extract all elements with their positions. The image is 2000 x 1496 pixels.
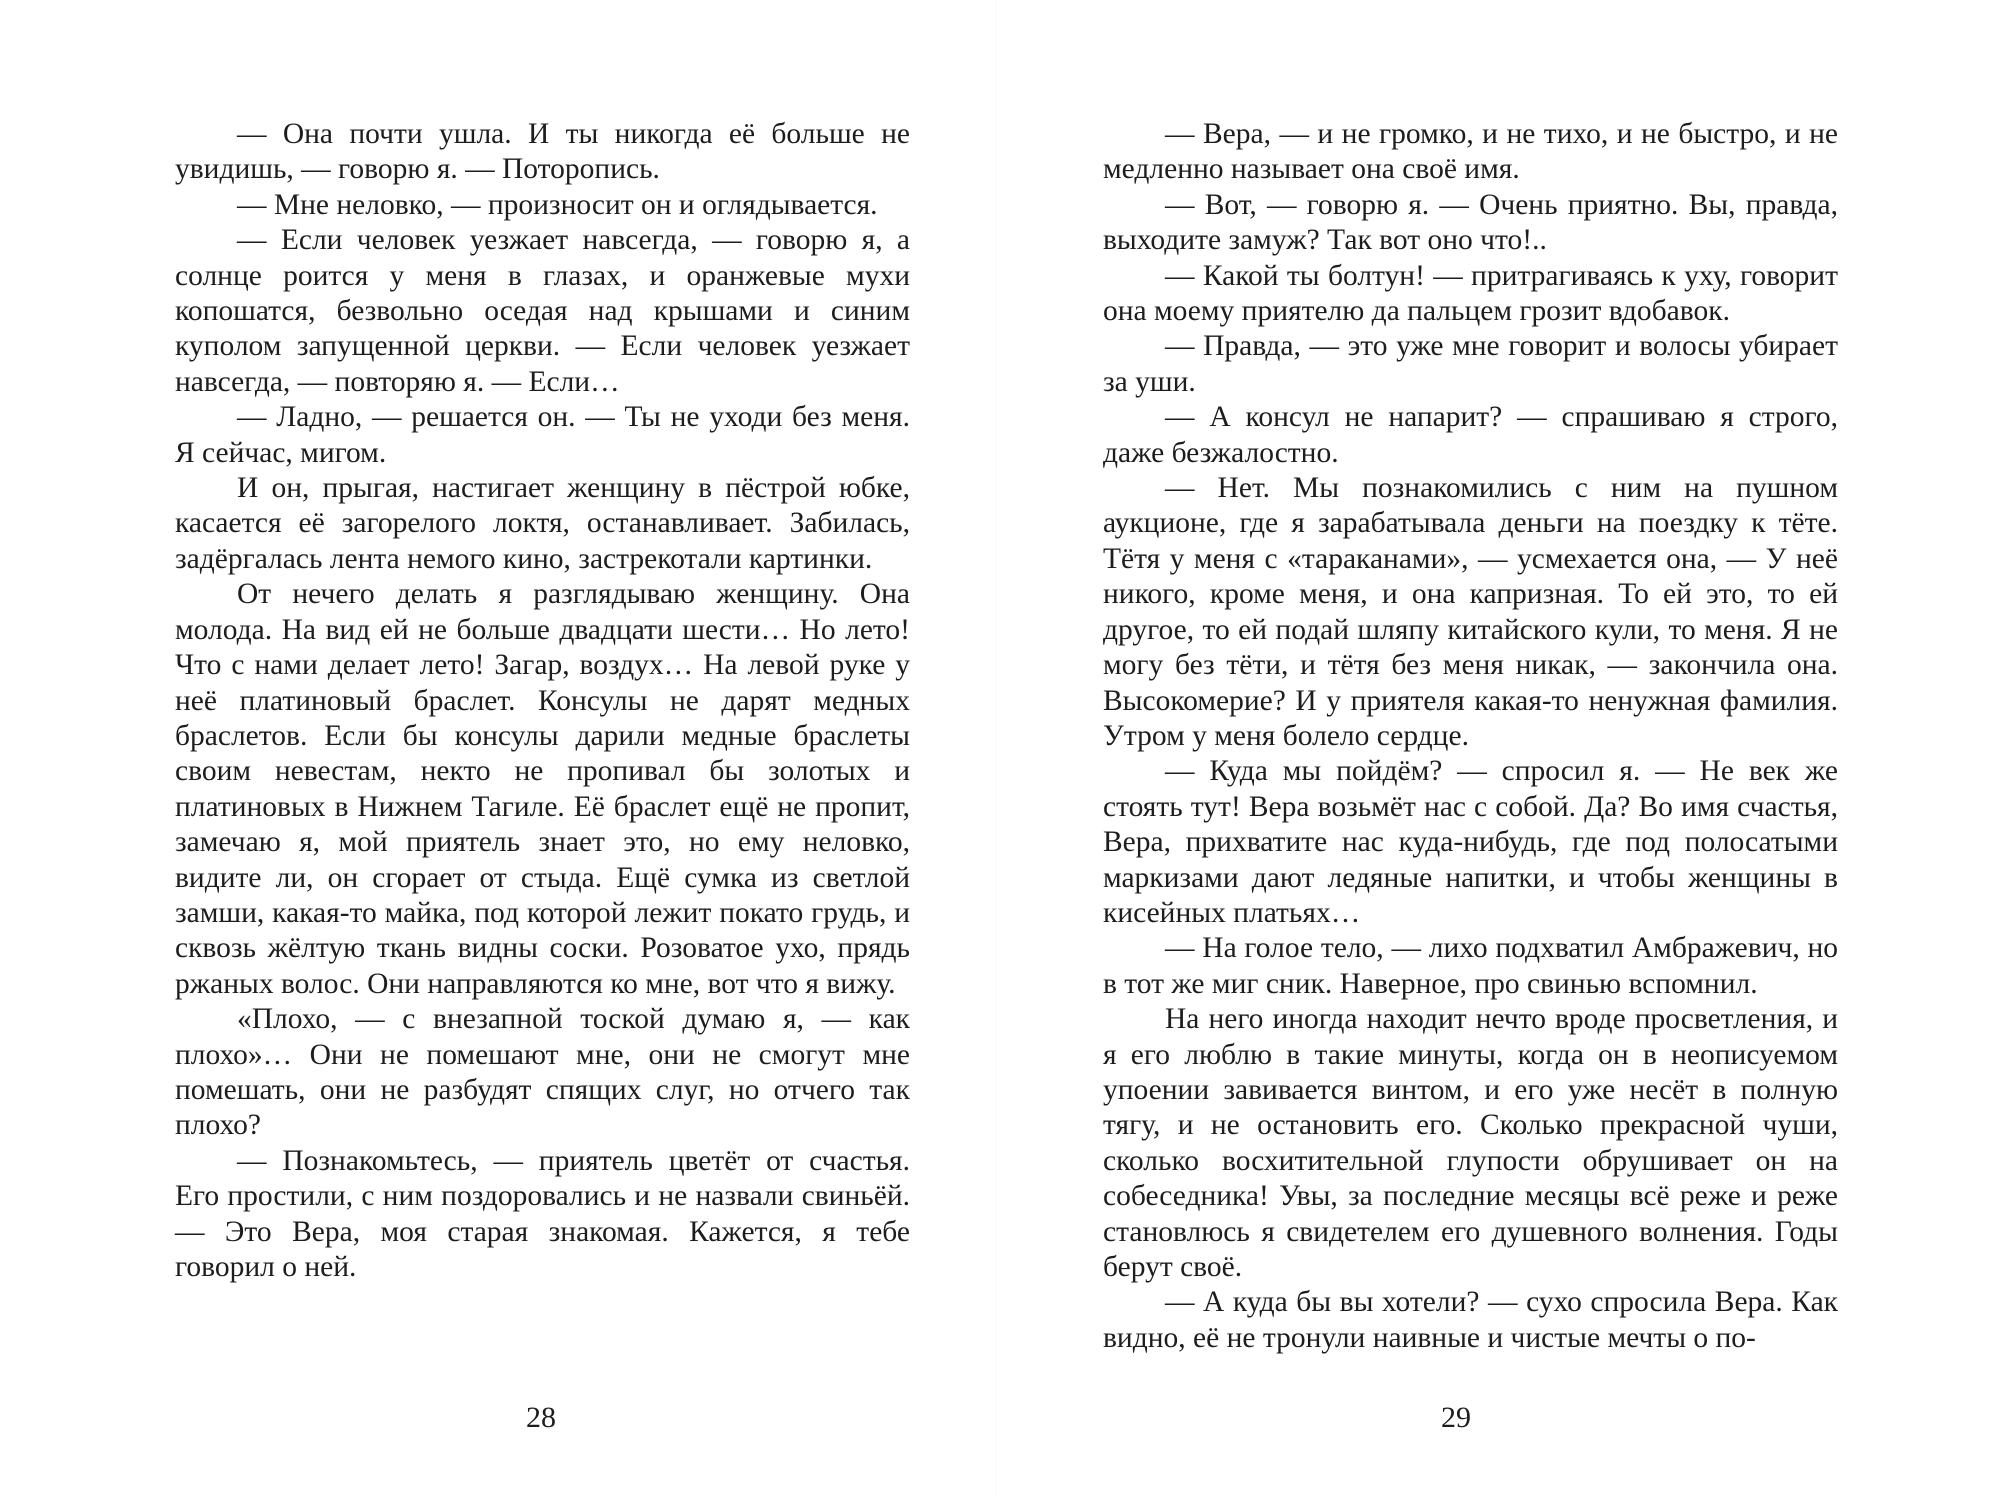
paragraph: — На голое тело, — лихо подхватил Амбражевич, но в тот же миг сник. Наверное, про свинью вспомнил. [1103, 932, 1838, 1000]
right-page [1103, 117, 1838, 1356]
left-page [175, 117, 910, 1285]
book-gutter [995, 0, 997, 1496]
paragraph: — Правда, — это уже мне говорит и волосы убирает за уши. [1103, 330, 1838, 398]
paragraph: — Вот, — говорю я. — Очень приятно. Вы, правда, выходите замуж? Так вот оно что!.. [1103, 188, 1838, 257]
right-page-text [1103, 117, 1838, 1356]
paragraph: И он, прыгая, настигает женщину в пёстрой юбке, касается её загорелого локтя, останавливает. Забилась, задёргалась лента немого кино, застрекотали картинки. [175, 472, 910, 575]
paragraph: — Куда мы пойдём? — спросил я. — Не век же стоять тут! Вера возьмёт нас с собой. Да? Во имя счастья, Вера, прихватите нас куда-нибудь, где под полосатыми маркизами дают ледяные напитки, и чтобы женщины в кисейных платьях… [1103, 755, 1838, 929]
left-page-text [175, 117, 910, 1285]
paragraph: На него иногда находит нечто вроде просветления, и я его люблю в такие минуты, когда он в неописуемом упоении завивается винтом, и его уже несёт в полную тягу, и не остановить его. Сколько прекрасной чуши, сколько восхитительной глупости обрушивает он на собеседника! Увы, за последние месяцы всё реже и реже становлюсь я свидетелем его душевного волнения. Годы берут своё. [1103, 1003, 1838, 1283]
paragraph: — Если человек уезжает навсегда, — говорю я, а солнце роится у меня в глазах, и оранжевые мухи копошатся, безвольно оседая над крышами и синим куполом запущенной церкви. — Если человек уезжает навсегда, — повторяю я. — Если… [175, 224, 910, 398]
paragraph: — Нет. Мы познакомились с ним на пушном аукционе, где я зарабатывала деньги на поездку к тёте. Тётя у меня с «тараканами», — усмехается она, — У неё никого, кроме меня, и она капризная. То ей это, то ей другое, то ей подай шляпу китайского кули, то меня. Я не могу без тёти, и тётя без меня никак, — закончила она. Высокомерие? И у приятеля какая-то ненужная фамилия. Утром у меня болело сердце. [1103, 472, 1838, 752]
paragraph: — А куда бы вы хотели? — сухо спросила Вера. Как видно, её не тронули наивные и чистые мечты о по- [1103, 1286, 1838, 1354]
paragraph: — Мне неловко, — произносит он и оглядывается. [237, 188, 878, 221]
paragraph: «Плохо, — с внезапной тоской думаю я, — как плохо»… Они не помешают мне, они не смогут мне помешать, они не разбудят спящих слуг, но отчего так плохо? [175, 1003, 910, 1142]
paragraph: — Какой ты болтун! — притрагиваясь к уху, говорит она моему приятелю да пальцем грозит вдобавок. [1103, 259, 1838, 328]
paragraph: От нечего делать я разглядываю женщину. Она молода. На вид ей не больше двадцати шести… Но лето! Что с нами делает лето! Загар, воздух… На левой руке у неё платиновый браслет. Консулы не дарят медных браслетов. Если бы консулы дарили медные браслеты своим невестам, некто не пропивал бы золотых и платиновых в Нижнем Тагиле. Её браслет ещё не пропит, замечаю я, мой приятель знает это, но ему неловко, видите ли, он сгорает от стыда. Ещё сумка из светлой замши, какая-то майка, под которой лежит покато грудь, и сквозь жёлтую ткань видны соски. Розоватое ухо, прядь ржаных волос. Они направляются ко мне, вот что я вижу. [175, 578, 910, 1000]
paragraph: — Она почти ушла. И ты никогда её больше не увидишь, — говорю я. — Поторопись. [175, 118, 910, 186]
paragraph: — Познакомьтесь, — приятель цветёт от счастья. Его простили, с ним поздоровались и не назвали свиньёй. — Это Вера, моя старая знакомая. Кажется, я тебе говорил о ней. [175, 1144, 910, 1283]
page-number-right: 29 [1441, 1401, 1471, 1434]
paragraph: — Вера, — и не громко, и не тихо, и не быстро, и не медленно называет она своё имя. [1103, 118, 1838, 186]
page-number-left: 28 [526, 1401, 556, 1434]
paragraph: — Ладно, — решается он. — Ты не уходи без меня. Я сейчас, мигом. [175, 401, 910, 469]
paragraph: — А консул не напарит? — спрашиваю я строго, даже безжалостно. [1103, 401, 1838, 469]
